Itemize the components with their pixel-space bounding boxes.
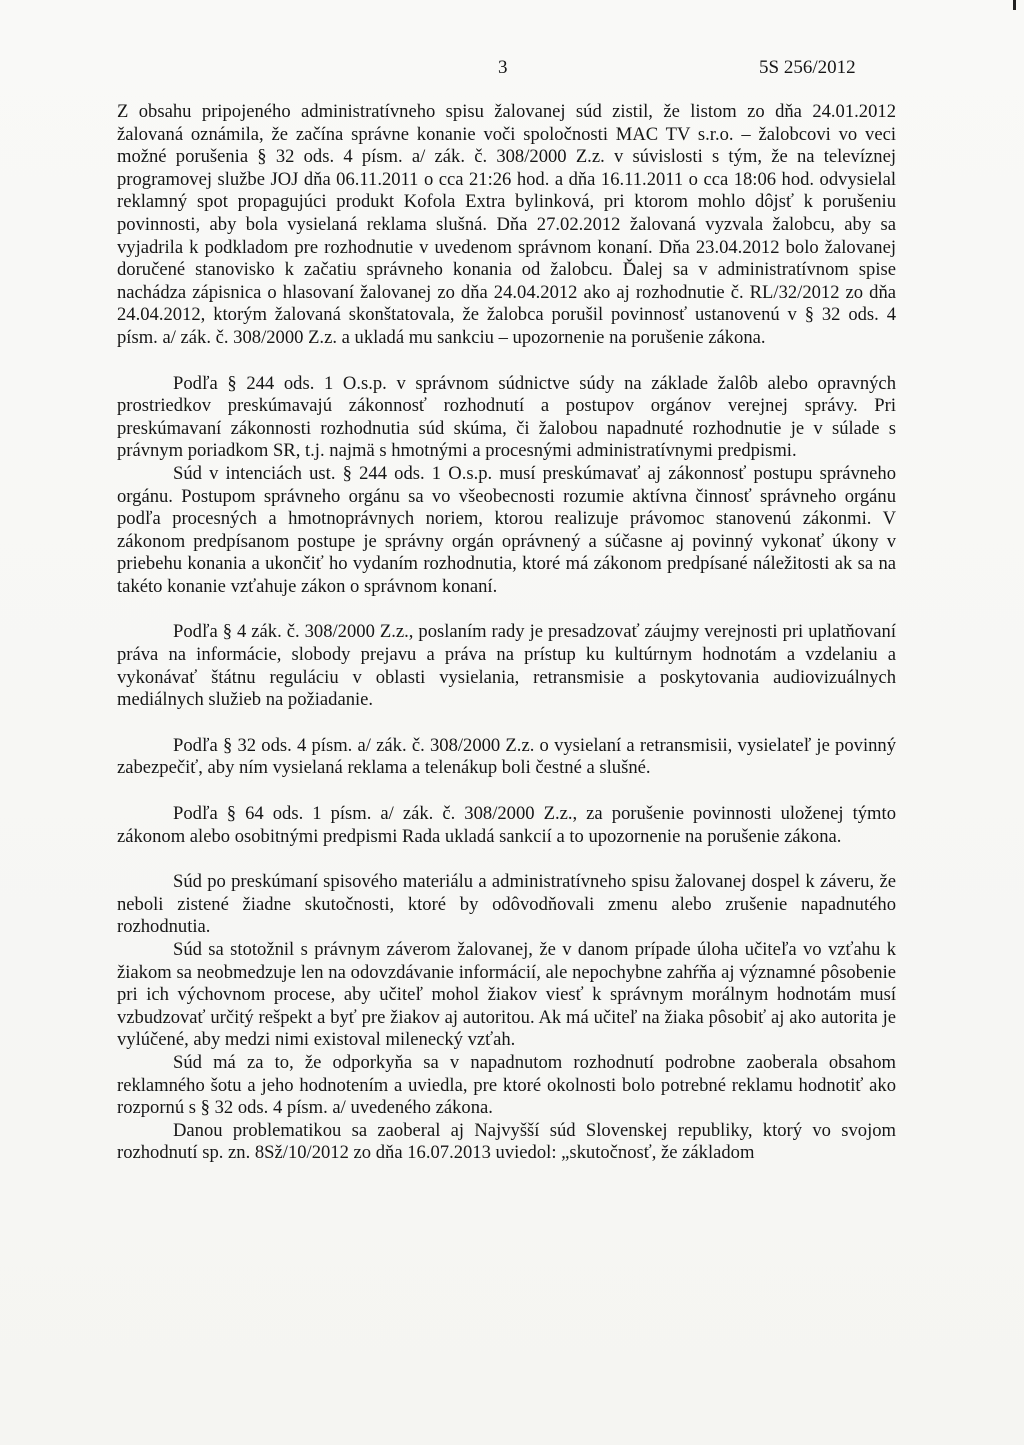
paragraph-section-32: Podľa § 32 ods. 4 písm. a/ zák. č. 308/2000 Z.z. o vysielaní a retransmisii, vysielateľ je povinný zabezpečiť, aby ním vysielaná reklama a telenákup boli čestné a slušné. bbox=[117, 734, 896, 779]
paragraph-advertisement-evaluation: Súd má za to, že odporkyňa sa v napadnutom rozhodnutí podrobne zaoberala obsahom reklamného šotu a jeho hodnotením a uviedla, pre ktoré okolnosti bolo potrebné reklamu hodnotiť ako rozpornú s § 32 ods. 4 písm. a/ uvedeného zákona. bbox=[117, 1051, 896, 1119]
paragraph-section-4: Podľa § 4 zák. č. 308/2000 Z.z., poslaním rady je presadzovať záujmy verejnosti pri uplatňovaní práva na informácie, slobody prejavu a práva na prístup ku kultúrnym hodnotám a vzdelaniu a vykonávať štátnu reguláciu v oblasti vysielania, retransmisie a poskytovania audiovizuálnych mediálnych služieb na požiadanie. bbox=[117, 621, 896, 711]
file-number: 5S 256/2012 bbox=[759, 57, 856, 78]
scan-edge-mark bbox=[1013, 0, 1016, 10]
paragraph-administrative-file: Z obsahu pripojeného administratívneho spisu žalovanej súd zistil, že listom zo dňa 24.01.2012 žalovaná oznámila, že začína správne konanie voči spoločnosti MAC TV s.r.o. – žalobcovi vo veci možné porušenia § 32 ods. 4 písm. a/ zák. č. 308/2000 Z.z. v súvislosti s tým, že na televíznej programovej službe JOJ dňa 06.11.2011 o cca 21:26 hod. a dňa 16.11.2011 o cca 18:06 hod. odvysielal reklamný spot propagujúci produkt Kofola Extra bylinková, pri ktorom mohlo dôjsť k porušeniu povinnosti, aby bola vysielaná reklama slušná. Dňa 27.02.2012 žalovaná vyzvala žalobcu, aby sa vyjadrila k podkladom pre rozhodnutie v uvedenom správnom konaní. Dňa 23.04.2012 bolo žalovanej doručené stanovisko k začatiu správneho konania od žalobcu. Ďalej sa v administratívnom spise nachádza zápisnica o hlasovaní žalovanej zo dňa 24.04.2012 ako aj rozhodnutie č. RL/32/2012 zo dňa 24.04.2012, ktorým žalovaná skonštatovala, že žalobca porušil povinnosť ustanovenú v § 32 ods. 4 písm. a/ zák. č. 308/2000 Z.z. a ukladá mu sankciu – upozornenie na porušenie zákona. bbox=[117, 101, 896, 348]
paragraph-teacher-role: Súd sa stotožnil s právnym záverom žalovanej, že v danom prípade úloha učiteľa vo vzťahu k žiakom sa neobmedzuje len na odovzdávanie informácií, ale nepochybne zahŕňa aj významné pôsobenie pri ich výchovnom procese, aby učiteľ mohol žiakov viesť k správnym morálnym hodnotám musí vzbudzovať určitý rešpekt a byť pre žiakov aj autoritou. Ak má učiteľ na žiaka pôsobiť aj ako autorita je vylúčené, aby medzi nimi existoval milenecký vzťah. bbox=[117, 939, 896, 1051]
paragraph-supreme-court: Danou problematikou sa zaoberal aj Najvyšší súd Slovenskej republiky, ktorý vo svojom rozhodnutí sp. zn. 8Sž/10/2012 zo dňa 16.07.2013 uviedol: „skutočnosť, že základom bbox=[117, 1119, 896, 1164]
document-body bbox=[117, 101, 896, 1165]
paragraph-section-64: Podľa § 64 ods. 1 písm. a/ zák. č. 308/2000 Z.z., za porušenie povinnosti uloženej týmto zákonom alebo osobitnými predpismi Rada ukladá sankcií a to upozornenie na porušenie zákona. bbox=[117, 803, 896, 847]
paragraph-court-conclusion: Súd po preskúmaní spisového materiálu a administratívneho spisu žalovanej dospel k záveru, že neboli zistené žiadne skutočnosti, ktoré by odôvodňovali zmenu alebo zrušenie napadnutého rozhodnutia. bbox=[117, 871, 896, 938]
page-number: 3 bbox=[498, 57, 508, 78]
paragraph-review-procedure: Súd v intenciách ust. § 244 ods. 1 O.s.p. musí preskúmavať aj zákonnosť postupu správneho orgánu. Postupom správneho orgánu sa vo všeobecnosti rozumie aktívna činnosť správneho orgánu podľa procesných a hmotnoprávnych noriem, ktorou realizuje právomoc stanovenú zákonmi. V zákonom predpísanom postupe je správny orgán oprávnený a súčasne aj povinný vykonať úkony v priebehu konania a ukončiť ho vydaním rozhodnutia, ktoré má zákonom predpísané náležitosti ak sa na takéto konanie vzťahuje zákon o správnom konaní. bbox=[117, 462, 896, 597]
paragraph-section-244: Podľa § 244 ods. 1 O.s.p. v správnom súdnictve súdy na základe žalôb alebo opravných prostriedkov preskúmavajú zákonnosť rozhodnutí a postupov orgánov verejnej správy. Pri preskúmavaní zákonnosti rozhodnutia súd skúma, či žalobou napadnuté rozhodnutie je v súlade s právnym poriadkom SR, t.j. najmä s hmotnými a procesnými administratívnymi predpismi. bbox=[117, 372, 896, 462]
